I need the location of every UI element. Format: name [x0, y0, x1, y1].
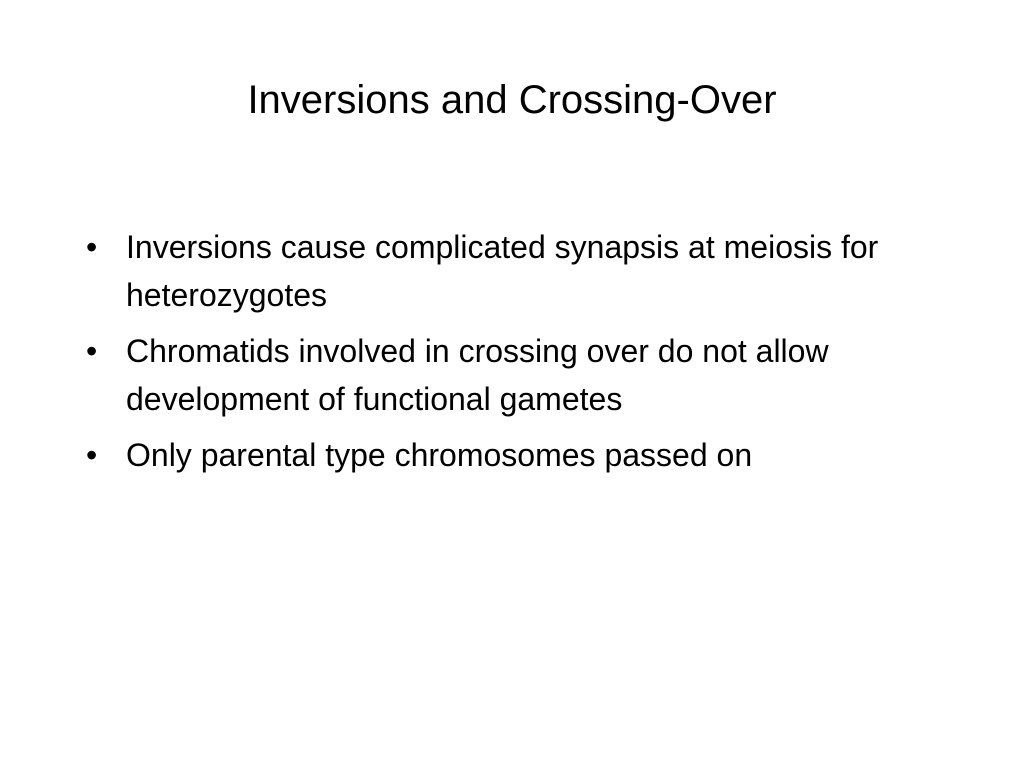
- bullet-list: [86, 223, 946, 487]
- bullet-icon: •: [86, 229, 98, 265]
- bullet-item: [86, 431, 946, 479]
- bullet-text: Inversions cause complicated synapsis at meiosis for heterozygotes: [126, 229, 879, 313]
- bullet-icon: •: [86, 437, 98, 473]
- bullet-item: [86, 327, 946, 423]
- bullet-icon: •: [86, 333, 98, 369]
- bullet-text: Only parental type chromosomes passed on: [126, 437, 753, 473]
- bullet-text: Chromatids involved in crossing over do not allow development of functional gametes: [126, 333, 829, 417]
- bullet-item: [86, 223, 946, 319]
- slide-title: Inversions and Crossing-Over: [247, 78, 777, 122]
